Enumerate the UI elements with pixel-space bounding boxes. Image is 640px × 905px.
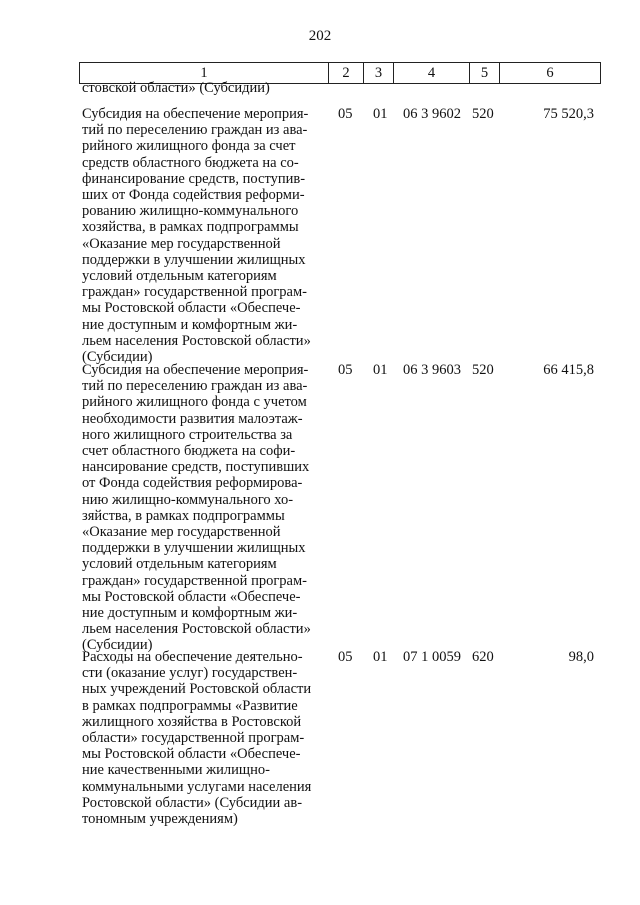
description-line: Ростовской области» (Субсидии ав- — [82, 794, 303, 811]
description-line: Расходы на обеспечение деятельно- — [82, 649, 303, 665]
description-line: ших от Фонда содействия реформи- — [82, 187, 305, 204]
row-description — [82, 106, 322, 365]
section-code: 05 — [338, 649, 353, 665]
description-line: необходимости развития малоэтаж- — [82, 410, 303, 427]
description-line: Субсидия на обеспечение мероприя- — [82, 362, 309, 378]
description-line: ние качественными жилищно- — [82, 762, 270, 779]
amount-value: 75 520,3 — [543, 106, 594, 122]
description-line: области» государственной програм- — [82, 730, 305, 747]
description-line: зяйства, в рамках подпрограммы — [82, 507, 285, 524]
description-line: нию жилищно-коммунального хо- — [82, 491, 294, 508]
target-article-code: 06 3 9602 — [403, 106, 461, 122]
amount-value: 98,0 — [568, 649, 594, 665]
description-line: счет областного бюджета на софи- — [82, 443, 296, 460]
column-header-1: 1 — [80, 63, 329, 84]
description-line: условий отдельным категориям — [82, 556, 277, 573]
amount-value: 66 415,8 — [543, 362, 594, 378]
description-line: финансирование средств, поступив- — [82, 170, 306, 187]
target-article-code: 06 3 9603 — [403, 362, 461, 378]
description-line: Субсидия на обеспечение мероприя- — [82, 106, 309, 122]
expense-type-code: 620 — [472, 649, 494, 665]
description-line: граждан» государственной програм- — [82, 284, 307, 301]
column-header-2: 2 — [329, 63, 364, 84]
column-header-5: 5 — [470, 63, 500, 84]
description-line: хозяйства, в рамках подпрограммы — [82, 219, 299, 236]
section-code: 05 — [338, 106, 353, 122]
column-header-3: 3 — [364, 63, 394, 84]
description-line: сти (оказание услуг) государствен- — [82, 665, 298, 682]
description-line: мы Ростовской области «Обеспече- — [82, 300, 301, 317]
description-line: рийного жилищного фонда с учетом — [82, 394, 307, 411]
description-line: мы Ростовской области «Обеспече- — [82, 588, 301, 605]
description-line: (Субсидии) — [82, 349, 153, 366]
column-header-4: 4 — [394, 63, 470, 84]
description-line: от Фонда содействия реформирова- — [82, 475, 303, 492]
description-line: средств областного бюджета на со- — [82, 154, 299, 171]
description-line: тономным учреждениям) — [82, 811, 238, 828]
description-line: граждан» государственной програм- — [82, 572, 307, 589]
description-line: условий отдельным категориям — [82, 268, 277, 285]
section-code: 05 — [338, 362, 353, 378]
description-line: ние доступным и комфортным жи- — [82, 316, 298, 333]
description-line: (Субсидии) — [82, 637, 153, 654]
subsection-code: 01 — [373, 649, 388, 665]
column-header-6: 6 — [500, 63, 601, 84]
continuation-text: стовской области» (Субсидии) — [82, 80, 270, 96]
page-number: 202 — [308, 28, 332, 44]
target-article-code: 07 1 0059 — [403, 649, 461, 665]
expense-type-code: 520 — [472, 106, 494, 122]
description-line: рийного жилищного фонда за счет — [82, 138, 296, 155]
description-line: нансирование средств, поступивших — [82, 459, 310, 476]
description-line: тий по переселению граждан из ава- — [82, 378, 308, 395]
expense-type-code: 520 — [472, 362, 494, 378]
description-line: ние доступным и комфортным жи- — [82, 605, 298, 622]
description-line: поддержки в улучшении жилищных — [82, 251, 306, 268]
description-line: «Оказание мер государственной — [82, 524, 281, 541]
row-description — [82, 649, 322, 827]
description-line: поддержки в улучшении жилищных — [82, 540, 306, 557]
description-line: ного жилищного строительства за — [82, 426, 293, 443]
subsection-code: 01 — [373, 362, 388, 378]
subsection-code: 01 — [373, 106, 388, 122]
description-line: «Оказание мер государственной — [82, 235, 281, 252]
description-line: коммунальными услугами населения — [82, 778, 312, 795]
description-line: рованию жилищно-коммунального — [82, 203, 299, 220]
description-line: в рамках подпрограммы «Развитие — [82, 697, 298, 714]
description-line: тий по переселению граждан из ава- — [82, 122, 308, 139]
description-line: льем населения Ростовской области» — [82, 332, 311, 349]
description-line: мы Ростовской области «Обеспече- — [82, 746, 301, 763]
description-line: жилищного хозяйства в Ростовской — [82, 713, 302, 730]
description-line: льем населения Ростовской области» — [82, 621, 311, 638]
row-description — [82, 362, 322, 654]
description-line: ных учреждений Ростовской области — [82, 681, 312, 698]
